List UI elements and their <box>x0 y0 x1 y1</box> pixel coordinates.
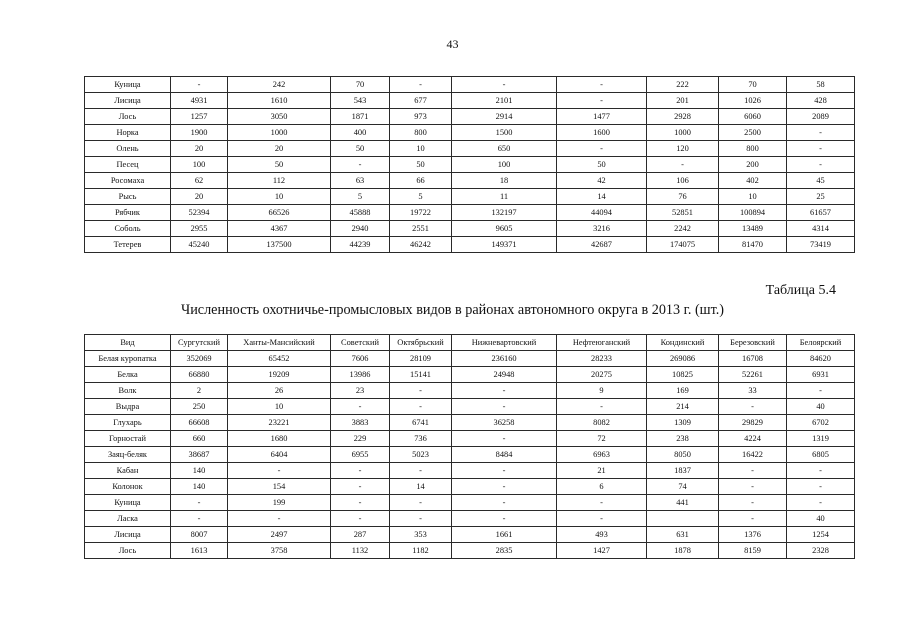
count-cell: - <box>557 77 647 93</box>
count-cell: 287 <box>331 527 390 543</box>
table-row <box>85 415 855 431</box>
count-cell: 1661 <box>452 527 557 543</box>
count-cell: 50 <box>331 141 390 157</box>
count-cell: 2955 <box>171 221 228 237</box>
count-cell: 63 <box>331 173 390 189</box>
count-cell: 1613 <box>171 543 228 559</box>
species-name-cell: Заяц-беляк <box>85 447 171 463</box>
count-cell: - <box>331 463 390 479</box>
continued-table <box>84 76 855 253</box>
count-cell: 222 <box>647 77 719 93</box>
count-cell: - <box>452 511 557 527</box>
count-cell: - <box>719 495 787 511</box>
count-cell: 8007 <box>171 527 228 543</box>
count-cell: - <box>390 511 452 527</box>
count-cell: 3758 <box>228 543 331 559</box>
count-cell: - <box>647 157 719 173</box>
count-cell: 25 <box>787 189 855 205</box>
count-cell: - <box>452 77 557 93</box>
count-cell: 72 <box>557 431 647 447</box>
count-cell: 6404 <box>228 447 331 463</box>
count-cell: 1477 <box>557 109 647 125</box>
species-name-cell: Белка <box>85 367 171 383</box>
table-row <box>85 173 855 189</box>
table-row <box>85 221 855 237</box>
count-cell: 132197 <box>452 205 557 221</box>
count-cell: 2328 <box>787 543 855 559</box>
count-cell: - <box>452 463 557 479</box>
count-cell: 52851 <box>647 205 719 221</box>
count-cell: 66 <box>390 173 452 189</box>
count-cell: - <box>390 399 452 415</box>
count-cell: 100 <box>452 157 557 173</box>
species-name-cell: Лисица <box>85 93 171 109</box>
count-cell <box>647 511 719 527</box>
count-cell: 15141 <box>390 367 452 383</box>
count-cell: 100894 <box>719 205 787 221</box>
count-cell: 10 <box>228 399 331 415</box>
count-cell: 8484 <box>452 447 557 463</box>
count-cell: 3883 <box>331 415 390 431</box>
count-cell: 1837 <box>647 463 719 479</box>
count-cell: 1427 <box>557 543 647 559</box>
count-cell: 1026 <box>719 93 787 109</box>
count-cell: 19722 <box>390 205 452 221</box>
count-cell: 70 <box>719 77 787 93</box>
count-cell: 140 <box>171 479 228 495</box>
count-cell: 543 <box>331 93 390 109</box>
count-cell: - <box>557 495 647 511</box>
table-row <box>85 511 855 527</box>
count-cell: - <box>171 77 228 93</box>
table-row <box>85 431 855 447</box>
count-cell: 58 <box>787 77 855 93</box>
count-cell: - <box>787 141 855 157</box>
count-cell: 16708 <box>719 351 787 367</box>
count-cell: 229 <box>331 431 390 447</box>
species-name-cell: Куница <box>85 77 171 93</box>
table-caption: Численность охотничье-промысловых видов в районах автономного округа в 2013 г. (шт.) <box>180 302 725 318</box>
count-cell: 174075 <box>647 237 719 253</box>
count-cell: - <box>787 383 855 399</box>
count-cell: - <box>719 511 787 527</box>
count-cell: 120 <box>647 141 719 157</box>
count-cell: 2101 <box>452 93 557 109</box>
count-cell: 1878 <box>647 543 719 559</box>
count-cell: 250 <box>171 399 228 415</box>
count-cell: 4931 <box>171 93 228 109</box>
count-cell: 9605 <box>452 221 557 237</box>
species-name-cell: Горностай <box>85 431 171 447</box>
species-name-cell: Глухарь <box>85 415 171 431</box>
table-row <box>85 399 855 415</box>
column-header: Белоярский <box>787 335 855 351</box>
column-header: Ханты-Мансийский <box>228 335 331 351</box>
table-row <box>85 495 855 511</box>
count-cell: 5 <box>331 189 390 205</box>
species-count-table <box>84 334 855 559</box>
count-cell: 352069 <box>171 351 228 367</box>
count-cell: 149371 <box>452 237 557 253</box>
count-cell: 200 <box>719 157 787 173</box>
count-cell: 52261 <box>719 367 787 383</box>
count-cell: 45 <box>787 173 855 189</box>
count-cell: - <box>331 495 390 511</box>
count-cell: 76 <box>647 189 719 205</box>
species-name-cell: Колонок <box>85 479 171 495</box>
count-cell: - <box>331 157 390 173</box>
count-cell: 2835 <box>452 543 557 559</box>
count-cell: 28233 <box>557 351 647 367</box>
count-cell: 42 <box>557 173 647 189</box>
count-cell: 23 <box>331 383 390 399</box>
table-row <box>85 125 855 141</box>
count-cell: 140 <box>171 463 228 479</box>
count-cell: - <box>390 463 452 479</box>
count-cell: 1132 <box>331 543 390 559</box>
count-cell: 26 <box>228 383 331 399</box>
count-cell: 11 <box>452 189 557 205</box>
count-cell: 100 <box>171 157 228 173</box>
count-cell: 46242 <box>390 237 452 253</box>
count-cell: - <box>452 399 557 415</box>
species-name-cell: Куница <box>85 495 171 511</box>
table-row <box>85 463 855 479</box>
species-name-cell: Лось <box>85 543 171 559</box>
table-row <box>85 383 855 399</box>
count-cell: 353 <box>390 527 452 543</box>
count-cell: 169 <box>647 383 719 399</box>
count-cell: 441 <box>647 495 719 511</box>
table-row <box>85 157 855 173</box>
count-cell: 44239 <box>331 237 390 253</box>
count-cell: 7606 <box>331 351 390 367</box>
count-cell: 1610 <box>228 93 331 109</box>
count-cell: 973 <box>390 109 452 125</box>
count-cell: - <box>171 511 228 527</box>
species-name-cell: Олень <box>85 141 171 157</box>
species-name-cell: Ласка <box>85 511 171 527</box>
count-cell: 52394 <box>171 205 228 221</box>
count-cell: 199 <box>228 495 331 511</box>
page-number: 43 <box>446 37 459 51</box>
table-row <box>85 479 855 495</box>
table-row <box>85 205 855 221</box>
species-name-cell: Рысь <box>85 189 171 205</box>
count-cell: 2940 <box>331 221 390 237</box>
table-row <box>85 367 855 383</box>
count-cell: 13986 <box>331 367 390 383</box>
column-header: Нефтеюганский <box>557 335 647 351</box>
count-cell: 74 <box>647 479 719 495</box>
count-cell: - <box>228 463 331 479</box>
species-name-cell: Норка <box>85 125 171 141</box>
count-cell: 736 <box>390 431 452 447</box>
species-name-cell: Рябчик <box>85 205 171 221</box>
table-row <box>85 351 855 367</box>
count-cell: 45240 <box>171 237 228 253</box>
count-cell: - <box>787 157 855 173</box>
count-cell: 20 <box>228 141 331 157</box>
species-name-cell: Белая куропатка <box>85 351 171 367</box>
table-row <box>85 109 855 125</box>
species-name-cell: Лисица <box>85 527 171 543</box>
count-cell: 1000 <box>647 125 719 141</box>
count-cell: 70 <box>331 77 390 93</box>
count-cell: 84620 <box>787 351 855 367</box>
count-cell: 4224 <box>719 431 787 447</box>
count-cell: 5023 <box>390 447 452 463</box>
table-row <box>85 527 855 543</box>
table-row <box>85 237 855 253</box>
count-cell: 66608 <box>171 415 228 431</box>
count-cell: 2089 <box>787 109 855 125</box>
count-cell: 400 <box>331 125 390 141</box>
table-row <box>85 543 855 559</box>
count-cell: 428 <box>787 93 855 109</box>
count-cell: 154 <box>228 479 331 495</box>
count-cell: 2928 <box>647 109 719 125</box>
count-cell: 24948 <box>452 367 557 383</box>
count-cell: 10 <box>228 189 331 205</box>
count-cell: - <box>452 479 557 495</box>
count-cell: 4314 <box>787 221 855 237</box>
count-cell: 36258 <box>452 415 557 431</box>
count-cell: 1254 <box>787 527 855 543</box>
count-cell: 1871 <box>331 109 390 125</box>
count-cell: 1376 <box>719 527 787 543</box>
table-row <box>85 141 855 157</box>
count-cell: 1680 <box>228 431 331 447</box>
column-header: Октябрьский <box>390 335 452 351</box>
count-cell: 40 <box>787 399 855 415</box>
count-cell: - <box>557 511 647 527</box>
count-cell: 2242 <box>647 221 719 237</box>
count-cell: 42687 <box>557 237 647 253</box>
count-cell: 23221 <box>228 415 331 431</box>
count-cell: 38687 <box>171 447 228 463</box>
count-cell: 50 <box>228 157 331 173</box>
count-cell: 4367 <box>228 221 331 237</box>
column-header: Вид <box>85 335 171 351</box>
count-cell: 5 <box>390 189 452 205</box>
count-cell: 44094 <box>557 205 647 221</box>
count-cell: 18 <box>452 173 557 189</box>
count-cell: 19209 <box>228 367 331 383</box>
count-cell: 800 <box>390 125 452 141</box>
count-cell: 1319 <box>787 431 855 447</box>
count-cell: 6060 <box>719 109 787 125</box>
count-cell: 1900 <box>171 125 228 141</box>
count-cell: 236160 <box>452 351 557 367</box>
count-cell: - <box>719 463 787 479</box>
count-cell: 8050 <box>647 447 719 463</box>
count-cell: 20 <box>171 189 228 205</box>
table-number-label: Таблица 5.4 <box>765 283 836 298</box>
count-cell: 6741 <box>390 415 452 431</box>
count-cell: 62 <box>171 173 228 189</box>
count-cell: - <box>787 463 855 479</box>
count-cell: 8082 <box>557 415 647 431</box>
table-row <box>85 93 855 109</box>
count-cell: - <box>331 511 390 527</box>
count-cell: 9 <box>557 383 647 399</box>
count-cell: 14 <box>390 479 452 495</box>
count-cell: 6702 <box>787 415 855 431</box>
count-cell: 14 <box>557 189 647 205</box>
count-cell: 402 <box>719 173 787 189</box>
count-cell: 1257 <box>171 109 228 125</box>
count-cell: 112 <box>228 173 331 189</box>
count-cell: 28109 <box>390 351 452 367</box>
column-header: Нижневартовский <box>452 335 557 351</box>
count-cell: 3050 <box>228 109 331 125</box>
count-cell: 20275 <box>557 367 647 383</box>
count-cell: 493 <box>557 527 647 543</box>
column-header: Сургутский <box>171 335 228 351</box>
count-cell: 65452 <box>228 351 331 367</box>
count-cell: 2 <box>171 383 228 399</box>
count-cell: 10 <box>719 189 787 205</box>
species-name-cell: Волк <box>85 383 171 399</box>
table-row <box>85 189 855 205</box>
column-header: Кондинский <box>647 335 719 351</box>
count-cell: 33 <box>719 383 787 399</box>
count-cell: 29829 <box>719 415 787 431</box>
count-cell: - <box>787 479 855 495</box>
count-cell: 61657 <box>787 205 855 221</box>
count-cell: 2551 <box>390 221 452 237</box>
count-cell: 6805 <box>787 447 855 463</box>
count-cell: - <box>390 495 452 511</box>
count-cell: 650 <box>452 141 557 157</box>
count-cell: 800 <box>719 141 787 157</box>
count-cell: 73419 <box>787 237 855 253</box>
count-cell: 81470 <box>719 237 787 253</box>
count-cell: 2914 <box>452 109 557 125</box>
count-cell: 242 <box>228 77 331 93</box>
count-cell: 21 <box>557 463 647 479</box>
count-cell: - <box>452 495 557 511</box>
count-cell: 16422 <box>719 447 787 463</box>
count-cell: 677 <box>390 93 452 109</box>
species-name-cell: Лось <box>85 109 171 125</box>
count-cell: 106 <box>647 173 719 189</box>
count-cell: 66880 <box>171 367 228 383</box>
count-cell: 50 <box>557 157 647 173</box>
table-row <box>85 77 855 93</box>
count-cell: - <box>228 511 331 527</box>
count-cell: 137500 <box>228 237 331 253</box>
count-cell: - <box>452 383 557 399</box>
count-cell: - <box>557 399 647 415</box>
count-cell: - <box>390 77 452 93</box>
count-cell: 1500 <box>452 125 557 141</box>
species-name-cell: Выдра <box>85 399 171 415</box>
count-cell: 50 <box>390 157 452 173</box>
count-cell: - <box>719 399 787 415</box>
count-cell: 66526 <box>228 205 331 221</box>
column-header: Березовский <box>719 335 787 351</box>
count-cell: - <box>787 125 855 141</box>
count-cell: 13489 <box>719 221 787 237</box>
count-cell: - <box>390 383 452 399</box>
count-cell: - <box>557 93 647 109</box>
count-cell: 1182 <box>390 543 452 559</box>
count-cell: 631 <box>647 527 719 543</box>
count-cell: - <box>719 479 787 495</box>
species-name-cell: Тетерев <box>85 237 171 253</box>
count-cell: 3216 <box>557 221 647 237</box>
species-name-cell: Кабан <box>85 463 171 479</box>
count-cell: 2497 <box>228 527 331 543</box>
count-cell: 10825 <box>647 367 719 383</box>
count-cell: 6931 <box>787 367 855 383</box>
count-cell: 269086 <box>647 351 719 367</box>
count-cell: - <box>787 495 855 511</box>
count-cell: 6955 <box>331 447 390 463</box>
count-cell: 1000 <box>228 125 331 141</box>
count-cell: - <box>331 479 390 495</box>
count-cell: 214 <box>647 399 719 415</box>
count-cell: 6963 <box>557 447 647 463</box>
count-cell: 45888 <box>331 205 390 221</box>
species-name-cell: Росомаха <box>85 173 171 189</box>
count-cell: 201 <box>647 93 719 109</box>
table-row <box>85 447 855 463</box>
count-cell: 40 <box>787 511 855 527</box>
species-name-cell: Соболь <box>85 221 171 237</box>
count-cell: 8159 <box>719 543 787 559</box>
header-row <box>85 335 855 351</box>
column-header: Советский <box>331 335 390 351</box>
count-cell: 2500 <box>719 125 787 141</box>
count-cell: 660 <box>171 431 228 447</box>
count-cell: 1309 <box>647 415 719 431</box>
count-cell: 20 <box>171 141 228 157</box>
count-cell: - <box>331 399 390 415</box>
count-cell: 238 <box>647 431 719 447</box>
count-cell: 1600 <box>557 125 647 141</box>
count-cell: - <box>171 495 228 511</box>
count-cell: - <box>452 431 557 447</box>
count-cell: 10 <box>390 141 452 157</box>
count-cell: 6 <box>557 479 647 495</box>
count-cell: - <box>557 141 647 157</box>
species-name-cell: Песец <box>85 157 171 173</box>
